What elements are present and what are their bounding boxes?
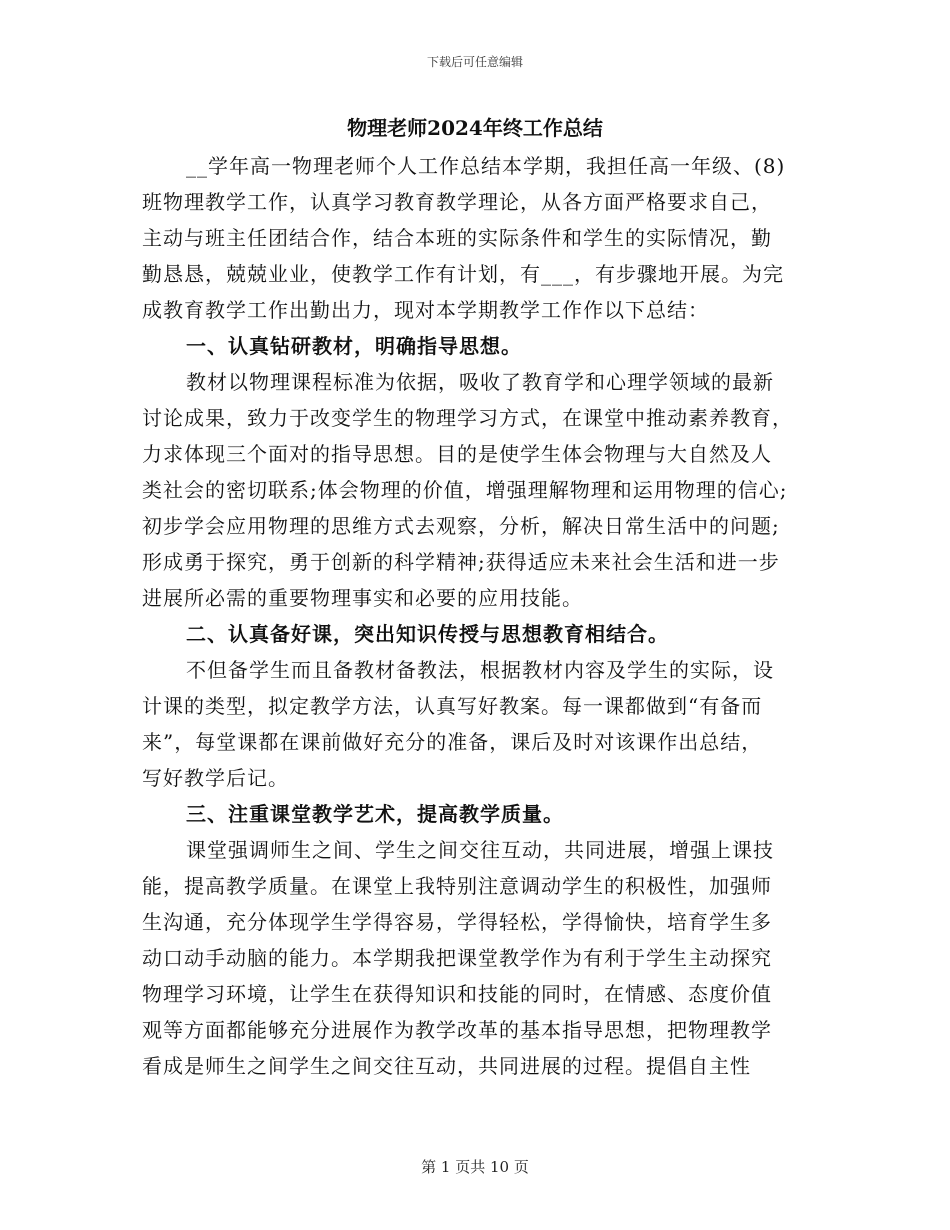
line-text: 主动与班主任团结合作，结合本班的实际条件和学生的实际情况，勤 — [142, 226, 772, 250]
paragraph-line — [0, 508, 950, 544]
paragraph-line — [0, 472, 950, 508]
header-note: 下载后可任意编辑 — [426, 55, 523, 69]
line-text: 力求体现三个面对的指导思想。目的是使学生体会物理与大自然及人 — [142, 442, 772, 466]
paragraph-line — [0, 148, 950, 184]
line-text: 看成是师生之间学生之间交往互动，共同进展的过程。提倡自主性 — [142, 1054, 751, 1078]
line-text: 物理学习环境，让学生在获得知识和技能的同时，在情感、态度价值 — [142, 982, 772, 1006]
paragraph-line — [0, 652, 950, 688]
paragraph-line — [0, 256, 950, 292]
line-text: 初步学会应用物理的思维方式去观察，分析，解决日常生活中的问题; — [142, 514, 780, 538]
paragraph-line — [0, 364, 950, 400]
line-text: 来”，每堂课都在课前做好充分的准备，课后及时对该课作出总结， — [142, 730, 763, 754]
paragraph-line — [0, 220, 950, 256]
line-text: 班物理教学工作，认真学习教育教学理论，从各方面严格要求自己， — [142, 190, 772, 214]
page-footer: 第 1 页共 10 页 — [421, 1158, 529, 1176]
paragraph-line — [0, 760, 950, 796]
heading-text: 二、认真备好课，突出知识传授与思想教育相结合。 — [186, 622, 669, 646]
line-text: 写好教学后记。 — [142, 766, 289, 790]
line-text: 观等方面都能够充分进展作为教学改革的基本指导思想，把物理教学 — [142, 1018, 772, 1042]
paragraph-line — [0, 688, 950, 724]
paragraph-line — [0, 904, 950, 940]
section-heading — [0, 796, 950, 832]
line-text: 课堂强调师生之间、学生之间交往互动，共同进展，增强上课技 — [186, 838, 774, 862]
line-text: 教材以物理课程标准为依据，吸收了教育学和心理学领域的最新 — [186, 370, 774, 394]
paragraph-line — [0, 832, 950, 868]
paragraph-line — [0, 292, 950, 328]
line-text: 讨论成果，致力于改变学生的物理学习方式，在课堂中推动素养教育， — [142, 406, 793, 430]
paragraph-line — [0, 1012, 950, 1048]
line-text: 能，提高教学质量。在课堂上我特别注意调动学生的积极性，加强师 — [142, 874, 772, 898]
line-text: 成教育教学工作出勤出力，现对本学期教学工作作以下总结： — [142, 298, 709, 322]
line-text: 进展所必需的重要物理事实和必要的应用技能。 — [142, 586, 583, 610]
paragraph-line — [0, 724, 950, 760]
document-title: 物理老师2024年终工作总结 — [347, 116, 603, 140]
paragraph-line — [0, 184, 950, 220]
line-text: __学年高一物理老师个人工作总结本学期，我担任高一年级、(8) — [186, 154, 786, 178]
paragraph-line — [0, 580, 950, 616]
paragraph-line — [0, 976, 950, 1012]
heading-text: 一、认真钻研教材，明确指导思想。 — [186, 334, 522, 358]
line-text: 动口动手动脑的能力。本学期我把课堂教学作为有利于学生主动探究 — [142, 946, 772, 970]
paragraph-line — [0, 868, 950, 904]
section-heading — [0, 616, 950, 652]
heading-text: 三、注重课堂教学艺术，提高教学质量。 — [186, 802, 564, 826]
line-text: 计课的类型，拟定教学方法，认真写好教案。每一课都做到“有备而 — [142, 694, 763, 718]
document-body — [0, 148, 950, 1084]
paragraph-line — [0, 940, 950, 976]
paragraph-line — [0, 436, 950, 472]
paragraph-line — [0, 1048, 950, 1084]
section-heading — [0, 328, 950, 364]
paragraph-line — [0, 400, 950, 436]
line-text: 类社会的密切联系;体会物理的价值，增强理解物理和运用物理的信心; — [142, 478, 788, 502]
paragraph-line — [0, 544, 950, 580]
line-text: 不但备学生而且备教材备教法，根据教材内容及学生的实际，设 — [186, 658, 774, 682]
line-text: 勤恳恳，兢兢业业，使教学工作有计划，有___，有步骤地开展。为完 — [142, 262, 784, 286]
line-text: 生沟通，充分体现学生学得容易，学得轻松，学得愉快，培育学生多 — [142, 910, 772, 934]
line-text: 形成勇于探究，勇于创新的科学精神;获得适应未来社会生活和进一步 — [142, 550, 780, 574]
